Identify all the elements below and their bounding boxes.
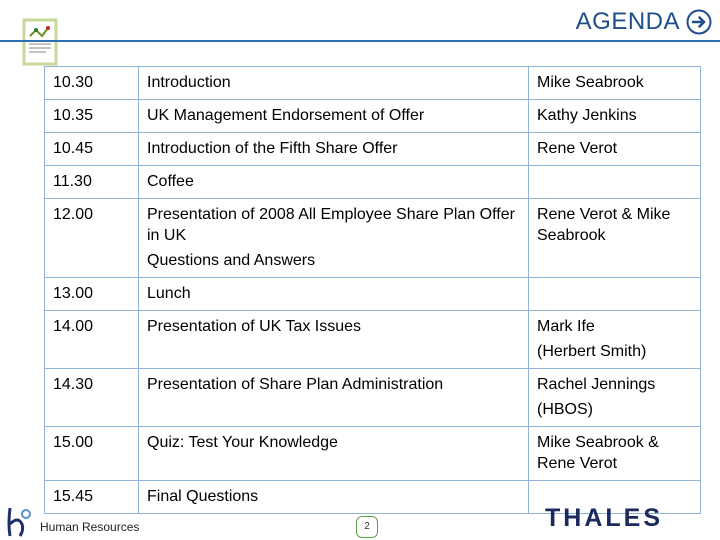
table-row: [45, 133, 701, 166]
footer-department: Human Resources: [40, 520, 140, 534]
time-cell: 10.30: [45, 67, 139, 100]
speaker-cell: Rene Verot: [529, 133, 701, 166]
arrow-right-circle-icon[interactable]: [686, 9, 712, 35]
speaker-org: (Herbert Smith): [537, 343, 647, 360]
speaker-cell: Mike Seabrook: [529, 67, 701, 100]
thales-logo-text: THALES: [545, 504, 663, 531]
time-cell: 14.30: [45, 369, 139, 427]
time-cell: 13.00: [45, 278, 139, 311]
item-cell: Introduction of the Fifth Share Offer: [139, 133, 529, 166]
header: [576, 8, 712, 36]
speaker-cell: [529, 278, 701, 311]
speaker-name: Mark Ife: [537, 318, 595, 335]
table-row: [45, 199, 701, 278]
item-cell: Coffee: [139, 166, 529, 199]
speaker-cell: [529, 311, 701, 369]
table-row: [45, 166, 701, 199]
table-row: [45, 67, 701, 100]
item-cell: Introduction: [139, 67, 529, 100]
item-cell: Presentation of UK Tax Issues: [139, 311, 529, 369]
header-rule: [0, 40, 720, 42]
item-cell: Final Questions: [139, 481, 529, 514]
speaker-cell: [529, 369, 701, 427]
time-cell: 14.00: [45, 311, 139, 369]
time-cell: 15.45: [45, 481, 139, 514]
speaker-cell: Rene Verot & Mike Seabrook: [529, 199, 701, 278]
table-row: [45, 369, 701, 427]
time-cell: 10.45: [45, 133, 139, 166]
agenda-table: [44, 66, 701, 514]
speaker-cell: Kathy Jenkins: [529, 100, 701, 133]
table-row: [45, 311, 701, 369]
item-cell: [139, 199, 529, 278]
item-subtitle: Questions and Answers: [147, 252, 316, 269]
item-cell: Lunch: [139, 278, 529, 311]
partners-logo-icon: [22, 18, 58, 66]
speaker-name: Rachel Jennings: [537, 376, 656, 393]
time-cell: 11.30: [45, 166, 139, 199]
page-title: AGENDA: [575, 8, 680, 35]
speaker-org: (HBOS): [537, 401, 593, 418]
time-cell: 12.00: [45, 199, 139, 278]
table-row: [45, 100, 701, 133]
item-cell: UK Management Endorsement of Offer: [139, 100, 529, 133]
table-row: [45, 427, 701, 481]
item-title: Presentation of 2008 All Employee Share Plan Offer in UK: [147, 206, 515, 244]
item-cell: Quiz: Test Your Knowledge: [139, 427, 529, 481]
time-cell: 10.35: [45, 100, 139, 133]
page-number: 2: [356, 516, 378, 538]
speaker-cell: [529, 166, 701, 199]
table-row: [45, 278, 701, 311]
item-cell: Presentation of Share Plan Administration: [139, 369, 529, 427]
speaker-cell: Mike Seabrook & Rene Verot: [529, 427, 701, 481]
time-cell: 15.00: [45, 427, 139, 481]
thales-logo: [545, 503, 705, 531]
hr-logo-icon: [4, 504, 34, 538]
